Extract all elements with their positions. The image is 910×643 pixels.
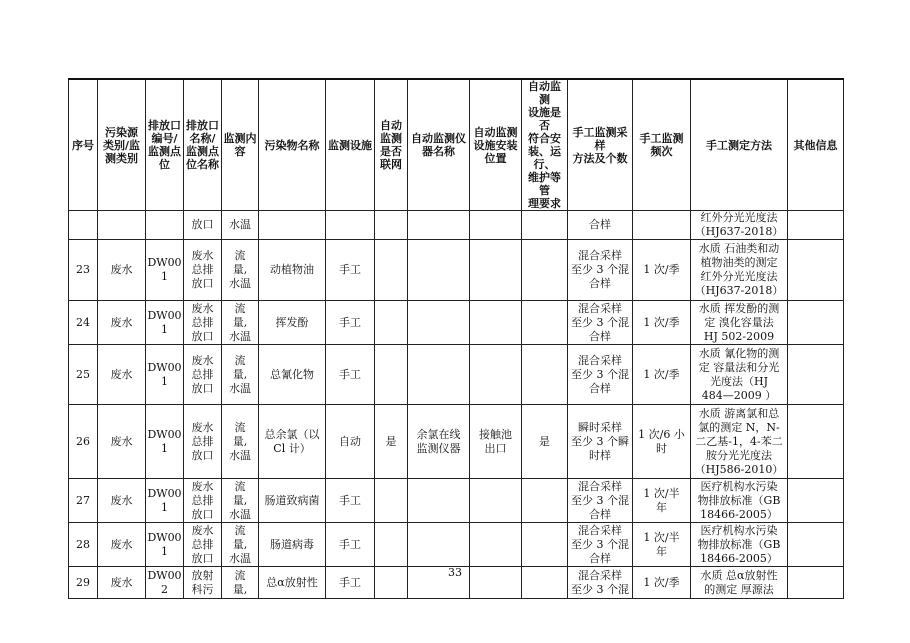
column-header: 排放口 编号/ 监测点 位	[146, 79, 184, 211]
table-cell	[408, 240, 470, 301]
table-cell: 放口	[184, 211, 222, 240]
table-cell	[470, 301, 522, 345]
table-cell: 废水 总排 放口	[184, 479, 222, 523]
table-body	[69, 79, 844, 599]
table-cell: 混合采样 至少 3 个混 合样	[568, 301, 633, 345]
table-cell: 1 次/半 年	[633, 523, 691, 567]
table-cell: 流 量, 水温	[222, 240, 259, 301]
table-row	[69, 345, 844, 405]
table-cell: 红外分光光度法 （HJ637-2018）	[691, 211, 788, 240]
table-cell: 肠道病毒	[259, 523, 326, 567]
table-row	[69, 211, 844, 240]
table-cell: 总氰化物	[259, 345, 326, 405]
table-cell	[408, 301, 470, 345]
table-cell: 27	[69, 479, 98, 523]
table-cell: 1 次/半 年	[633, 479, 691, 523]
table-cell: 混合采样 至少 3 个混 合样	[568, 479, 633, 523]
table-cell: 流 量, 水温	[222, 479, 259, 523]
column-header: 排放口 名称/ 监测点 位名称	[184, 79, 222, 211]
table-cell: DW00 1	[146, 345, 184, 405]
table-row	[69, 240, 844, 301]
table-cell: 混合采样 至少 3 个混 合样	[568, 523, 633, 567]
table-cell	[375, 211, 408, 240]
table-cell: 接触池 出口	[470, 405, 522, 479]
table-cell: 25	[69, 345, 98, 405]
table-cell: 医疗机构水污染 物排放标准（GB 18466-2005）	[691, 479, 788, 523]
table-row	[69, 405, 844, 479]
table-cell: 放射 科污	[184, 567, 222, 599]
table-cell	[470, 523, 522, 567]
table-cell	[788, 479, 844, 523]
table-cell: 水质 氰化物的测 定 容量法和分光 光度法（HJ 484—2009 ）	[691, 345, 788, 405]
column-header: 监测设施	[326, 79, 375, 211]
table-cell: 手工	[326, 240, 375, 301]
table-cell: DW00 1	[146, 405, 184, 479]
column-header: 自动监测仪 器名称	[408, 79, 470, 211]
table-cell: 肠道致病菌	[259, 479, 326, 523]
table-cell: 29	[69, 567, 98, 599]
table-cell: DW00 2	[146, 567, 184, 599]
table-cell	[470, 240, 522, 301]
table-cell: 水质 总α放射性 的测定 厚源法	[691, 567, 788, 599]
table-row	[69, 479, 844, 523]
table-cell: 瞬时采样 至少 3 个瞬 时样	[568, 405, 633, 479]
table-cell: 水温	[222, 211, 259, 240]
table-cell	[522, 240, 568, 301]
table-cell	[522, 211, 568, 240]
table-cell: 余氯在线 监测仪器	[408, 405, 470, 479]
table-cell: 1 次/季	[633, 345, 691, 405]
table-cell: 1 次/季	[633, 567, 691, 599]
table-cell	[408, 479, 470, 523]
table-cell	[69, 211, 98, 240]
table-cell	[522, 301, 568, 345]
table-cell: 手工	[326, 301, 375, 345]
table-cell	[788, 211, 844, 240]
table-cell	[375, 345, 408, 405]
table-cell	[408, 345, 470, 405]
table-cell	[259, 211, 326, 240]
table-cell: 总余氯（以 Cl 计）	[259, 405, 326, 479]
table-cell: 1 次/季	[633, 301, 691, 345]
table-cell: 废水 总排 放口	[184, 240, 222, 301]
table-cell	[788, 345, 844, 405]
column-header: 手工监测采样 方法及个数	[568, 79, 633, 211]
table-cell	[408, 523, 470, 567]
table-cell: 废水	[98, 523, 146, 567]
table-cell: 废水	[98, 479, 146, 523]
table-cell: 废水	[98, 240, 146, 301]
column-header: 自动监测 设施安装 位置	[470, 79, 522, 211]
table-cell: 23	[69, 240, 98, 301]
table-cell: 混合采样 至少 3 个混 合样	[568, 345, 633, 405]
column-header: 监测内 容	[222, 79, 259, 211]
table-row	[69, 301, 844, 345]
table-cell: 总α放射性	[259, 567, 326, 599]
table-cell	[408, 211, 470, 240]
table-cell	[375, 240, 408, 301]
table-cell: 手工	[326, 567, 375, 599]
table-cell: DW00 1	[146, 240, 184, 301]
table-cell: 26	[69, 405, 98, 479]
table-cell: 废水	[98, 345, 146, 405]
table-cell: 24	[69, 301, 98, 345]
table-cell: 手工	[326, 523, 375, 567]
table-cell	[522, 345, 568, 405]
column-header: 序号	[69, 79, 98, 211]
table-cell: 废水	[98, 301, 146, 345]
table-cell: 废水	[98, 567, 146, 599]
table-cell: 流 量, 水温	[222, 301, 259, 345]
column-header: 污染源 类别/监 测类别	[98, 79, 146, 211]
table-cell: 水质 游离氯和总 氯的测定 N，N- 二乙基-1，4-苯二 胺分光光度法 （HJ586-2010）	[691, 405, 788, 479]
table-cell	[788, 523, 844, 567]
table-cell: DW00 1	[146, 301, 184, 345]
table-cell: 1 次/季	[633, 240, 691, 301]
header-row	[69, 79, 844, 211]
table-row	[69, 523, 844, 567]
table-cell: 挥发酚	[259, 301, 326, 345]
table-cell: 动植物油	[259, 240, 326, 301]
table-cell: 混合采样 至少 3 个混	[568, 567, 633, 599]
table-cell	[470, 211, 522, 240]
table-cell	[146, 211, 184, 240]
table-cell	[633, 211, 691, 240]
table-cell: 手工	[326, 479, 375, 523]
table-cell: 合样	[568, 211, 633, 240]
table-cell: 废水 总排 放口	[184, 345, 222, 405]
table-cell: 医疗机构水污染 物排放标准（GB 18466-2005）	[691, 523, 788, 567]
table-cell	[375, 523, 408, 567]
table-cell	[470, 345, 522, 405]
column-header: 手工监测 频次	[633, 79, 691, 211]
table-cell	[98, 211, 146, 240]
table-cell	[788, 240, 844, 301]
table-cell: 废水	[98, 405, 146, 479]
column-header: 污染物名称	[259, 79, 326, 211]
table-cell: 自动	[326, 405, 375, 479]
table-cell: 手工	[326, 345, 375, 405]
table-cell	[375, 479, 408, 523]
table-cell: DW00 1	[146, 523, 184, 567]
table-cell	[326, 211, 375, 240]
table-cell: 流 量,	[222, 567, 259, 599]
table-cell: 废水 总排 放口	[184, 523, 222, 567]
table-cell: 水质 挥发酚的测 定 溴化容量法 HJ 502-2009	[691, 301, 788, 345]
page-number: 33	[448, 566, 462, 579]
column-header: 其他信息	[788, 79, 844, 211]
table-cell: 废水 总排 放口	[184, 405, 222, 479]
table-cell	[788, 405, 844, 479]
table-cell: 是	[375, 405, 408, 479]
table-cell	[375, 301, 408, 345]
table-cell	[470, 479, 522, 523]
table-cell: 流 量, 水温	[222, 405, 259, 479]
table-cell: 流 量, 水温	[222, 345, 259, 405]
monitoring-table	[68, 78, 844, 599]
column-header: 手工测定方法	[691, 79, 788, 211]
table-cell: 1 次/6 小 时	[633, 405, 691, 479]
table-cell: 28	[69, 523, 98, 567]
column-header: 自动 监测 是否 联网	[375, 79, 408, 211]
table-cell: 是	[522, 405, 568, 479]
table-cell: 混合采样 至少 3 个混 合样	[568, 240, 633, 301]
column-header: 自动监测 设施是否 符合安 装、运行、 维护等管 理要求	[522, 79, 568, 211]
table-cell: 水质 石油类和动 植物油类的测定 红外分光光度法 （HJ637-2018）	[691, 240, 788, 301]
table-cell: 流 量, 水温	[222, 523, 259, 567]
table-cell	[522, 523, 568, 567]
table-cell: 废水 总排 放口	[184, 301, 222, 345]
table-cell	[788, 301, 844, 345]
table-cell	[522, 479, 568, 523]
table-cell: DW00 1	[146, 479, 184, 523]
